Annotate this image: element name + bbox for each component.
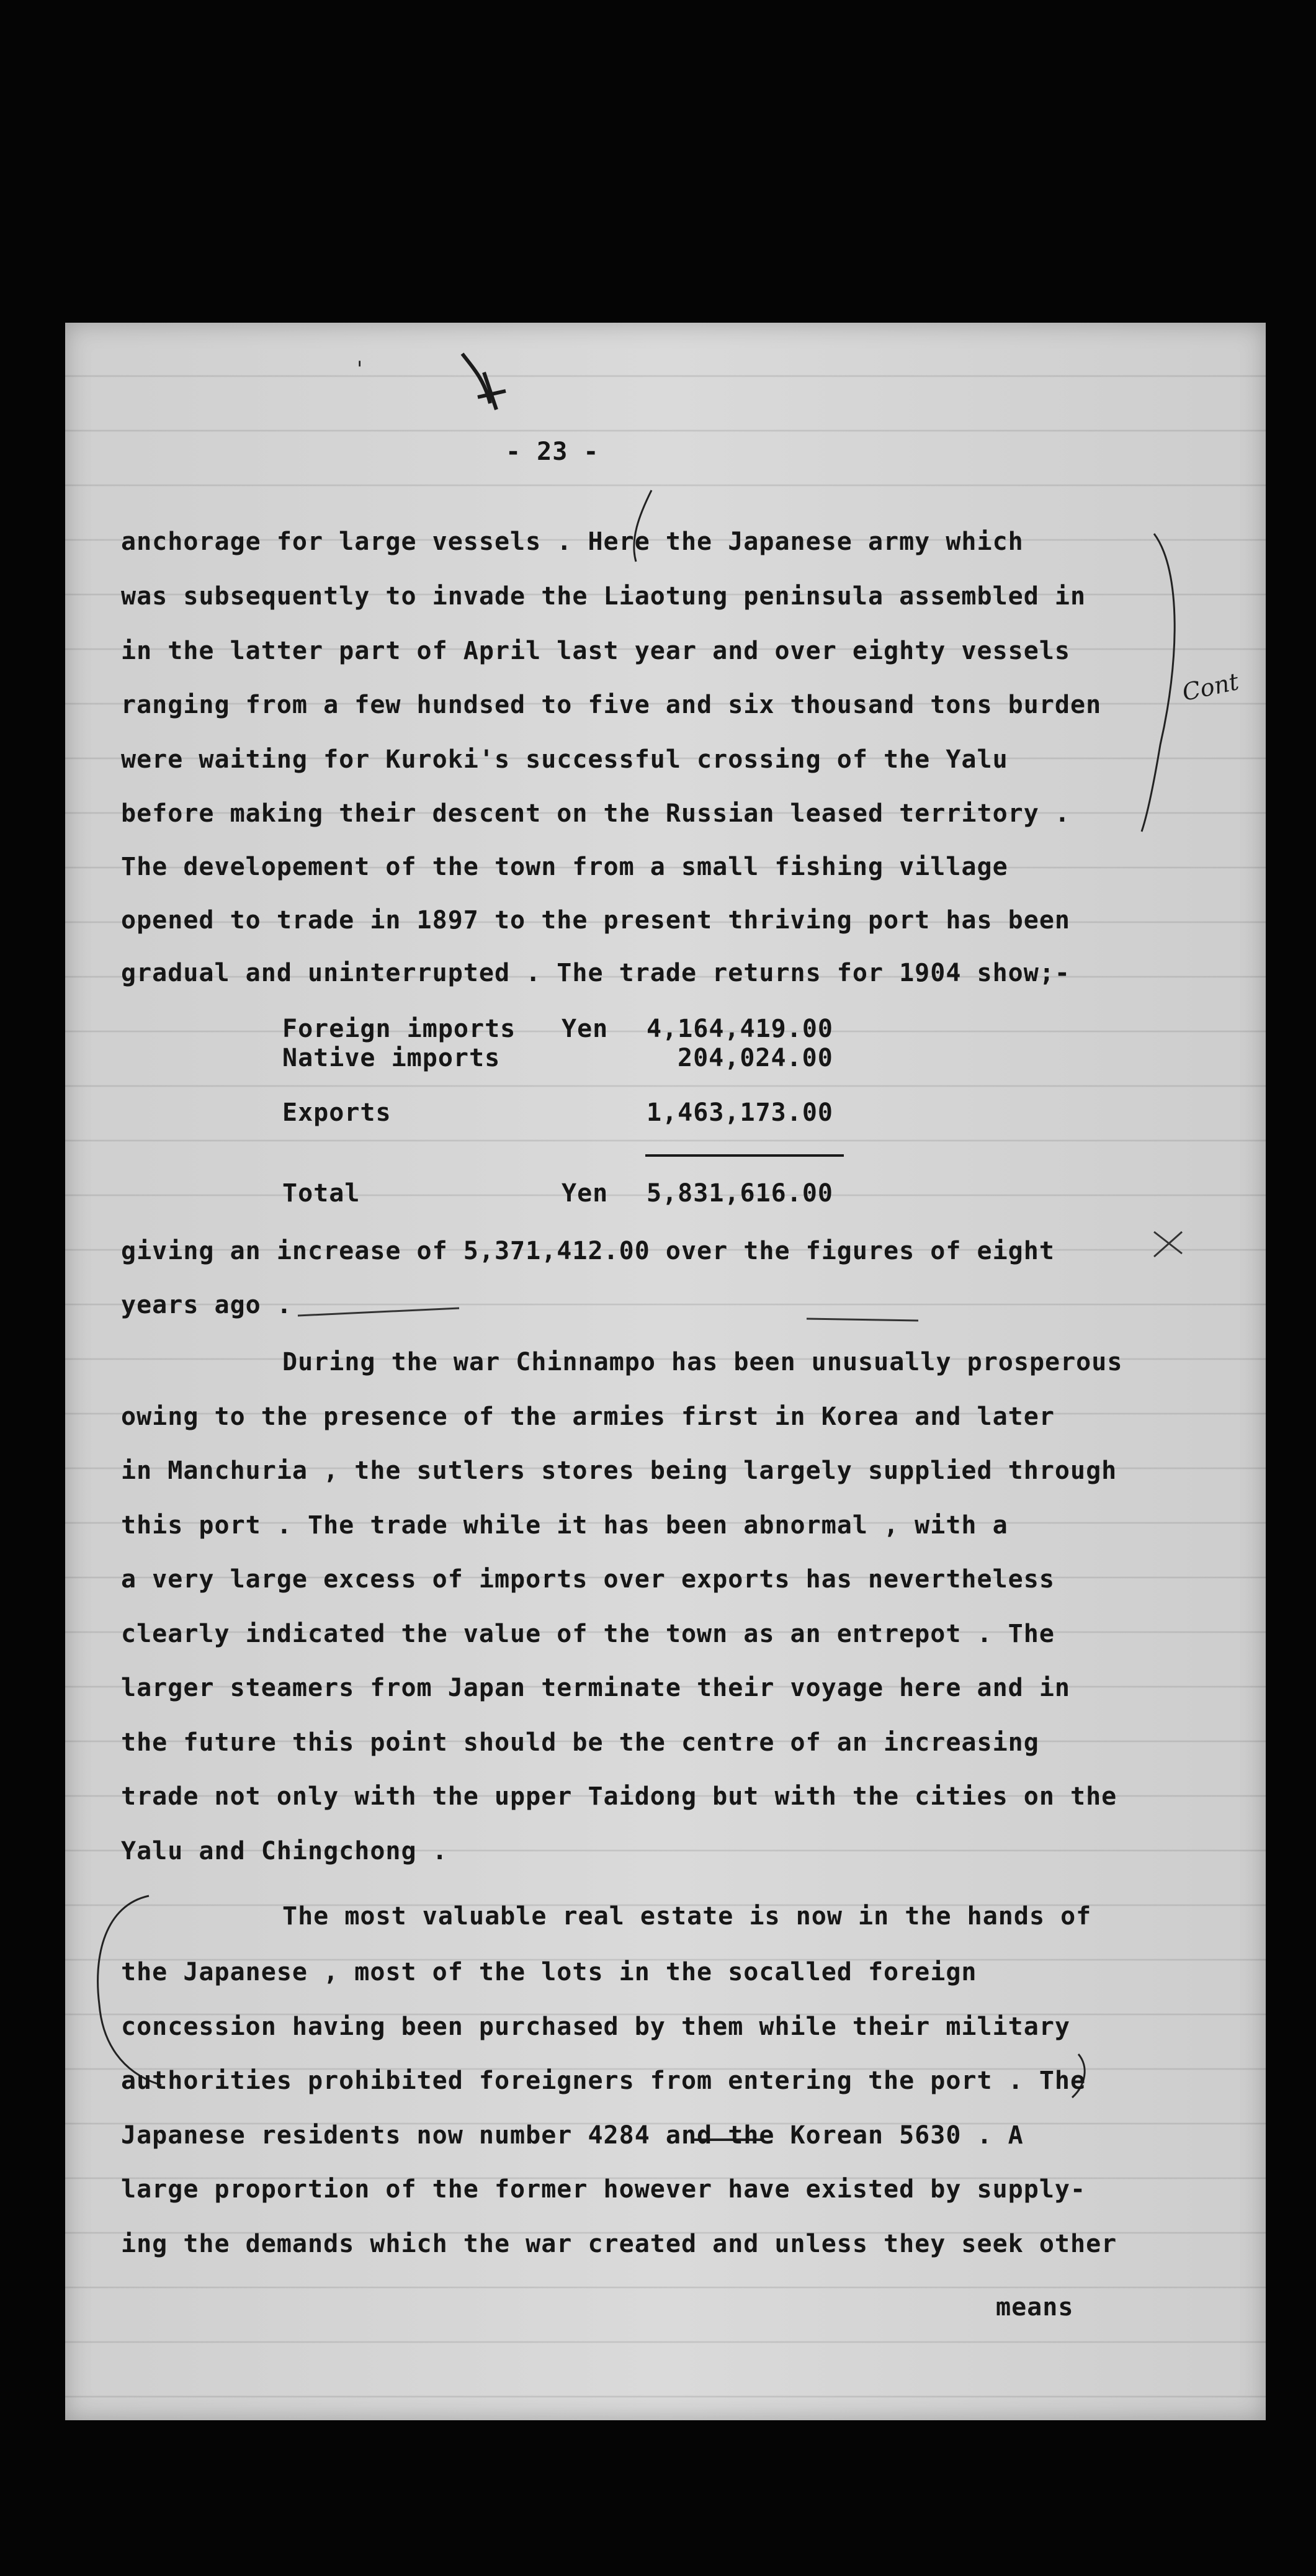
paragraph-line: before making their descent on the Russian leased territory . bbox=[121, 799, 1071, 828]
paragraph-line: ing the demands which the war created and unless they seek other bbox=[121, 2230, 1117, 2258]
row-amount: 4,164,419.00 bbox=[647, 1015, 833, 1043]
total-currency: Yen bbox=[562, 1179, 609, 1208]
paragraph-line: owing to the presence of the armies first in Korea and later bbox=[121, 1402, 1055, 1431]
paragraph-line: in the latter part of April last year and over eighty vessels bbox=[121, 637, 1071, 665]
paragraph-line: were waiting for Kuroki's successful crossing of the Yalu bbox=[121, 745, 1008, 774]
paragraph-line: a very large excess of imports over exports has nevertheless bbox=[121, 1565, 1055, 1594]
paragraph-line: The most valuable real estate is now in the hands of bbox=[282, 1902, 1092, 1931]
paragraph-line: concession having been purchased by them while their military bbox=[121, 2013, 1071, 2041]
catchword: means bbox=[996, 2293, 1074, 2322]
paragraph-line: anchorage for large vessels . Here the Japanese army which bbox=[121, 527, 1024, 556]
paragraph-line: trade not only with the upper Taidong but with the cities on the bbox=[121, 1782, 1117, 1811]
row-currency: Yen bbox=[562, 1015, 609, 1043]
paragraph-line: in Manchuria , the sutlers stores being largely supplied through bbox=[121, 1456, 1117, 1485]
total-rule bbox=[645, 1154, 844, 1157]
paragraph-line: this port . The trade while it has been abnormal , with a bbox=[121, 1511, 1008, 1540]
paragraph-line: large proportion of the former however have existed by supply- bbox=[121, 2175, 1086, 2204]
total-label: Total bbox=[282, 1179, 360, 1208]
paragraph-line: Yalu and Chingchong . bbox=[121, 1837, 448, 1865]
page-number: - 23 - bbox=[506, 438, 599, 466]
paragraph-line: opened to trade in 1897 to the present thriving port has been bbox=[121, 906, 1071, 935]
total-amount: 5,831,616.00 bbox=[647, 1179, 833, 1208]
paragraph-line: ranging from a few hundsed to five and six thousand tons burden bbox=[121, 691, 1102, 719]
paragraph-line: the future this point should be the centre of an increasing bbox=[121, 1728, 1039, 1757]
paragraph-line: authorities prohibited foreigners from entering the port . The bbox=[121, 2067, 1086, 2095]
row-amount: 204,024.00 bbox=[678, 1044, 833, 1072]
paragraph-line: the Japanese , most of the lots in the socalled foreign bbox=[121, 1958, 977, 1986]
paragraph-line: During the war Chinnampo has been unusually prosperous bbox=[282, 1348, 1123, 1376]
paragraph-line: years ago . bbox=[121, 1291, 292, 1319]
paragraph-line: clearly indicated the value of the town as an entrepot . The bbox=[121, 1620, 1055, 1648]
paragraph-line: gradual and uninterrupted . The trade returns for 1904 show;- bbox=[121, 959, 1071, 987]
paragraph-line: The developement of the town from a small fishing village bbox=[121, 853, 1008, 881]
paragraph-line: giving an increase of 5,371,412.00 over the figures of eight bbox=[121, 1237, 1055, 1265]
row-label-foreign-imports: Foreign imports bbox=[282, 1015, 516, 1043]
paragraph-line: Japanese residents now number 4284 and the Korean 5630 . A bbox=[121, 2121, 1024, 2150]
row-label-exports: Exports bbox=[282, 1098, 392, 1127]
margin-note: Cont bbox=[1179, 667, 1242, 707]
paragraph-line: larger steamers from Japan terminate their voyage here and in bbox=[121, 1674, 1071, 1702]
pencil-tick-mark: ' bbox=[357, 357, 363, 382]
row-amount: 1,463,173.00 bbox=[647, 1098, 833, 1127]
row-label-native-imports: Native imports bbox=[282, 1044, 501, 1072]
paragraph-line: was subsequently to invade the Liaotung peninsula assembled in bbox=[121, 582, 1086, 611]
